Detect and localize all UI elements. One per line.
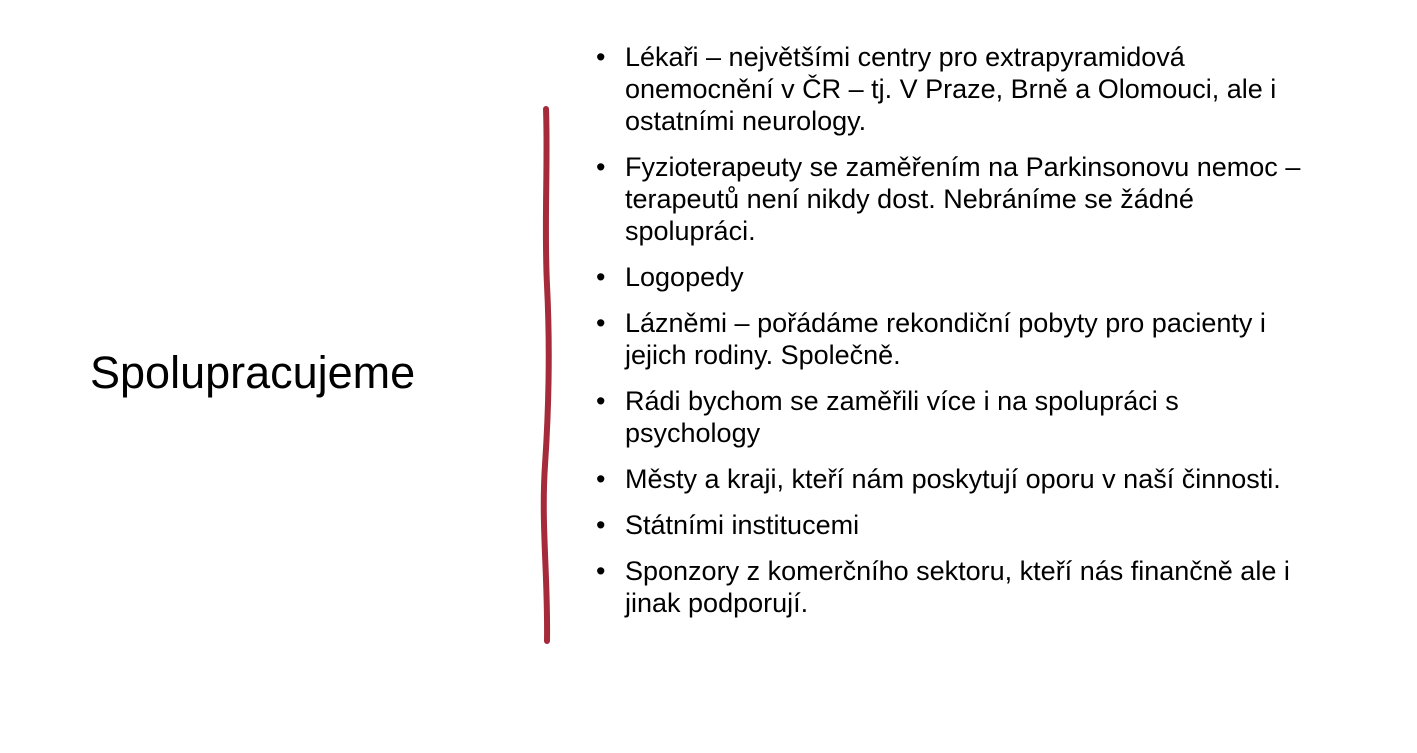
bullet-dot: • — [596, 464, 606, 494]
list-item — [596, 555, 1316, 619]
bullet-dot: • — [596, 42, 606, 72]
bullet-dot: • — [596, 386, 606, 416]
list-item — [596, 463, 1316, 495]
list-item — [596, 509, 1316, 541]
slide-title: Spolupracujeme — [90, 347, 416, 398]
list-item — [596, 151, 1316, 247]
list-item-text: Rádi bychom se zaměřili více i na spolupráci s psychology — [625, 386, 1179, 448]
bullet-list — [596, 41, 1316, 633]
vertical-divider-line — [536, 105, 558, 645]
list-item-text: Sponzory z komerčního sektoru, kteří nás finančně ale i jinak podporují. — [625, 556, 1290, 618]
list-item — [596, 41, 1316, 137]
list-item-text: Fyzioterapeuty se zaměřením na Parkinsonovu nemoc – terapeutů není nikdy dost. Nebráníme se žádné spolupráci. — [625, 152, 1301, 246]
bullet-dot: • — [596, 510, 606, 540]
list-item-text: Státními institucemi — [625, 510, 860, 540]
bullet-dot: • — [596, 152, 606, 182]
list-item — [596, 307, 1316, 371]
list-item-text: Logopedy — [625, 262, 744, 292]
list-item-text: Městy a kraji, kteří nám poskytují oporu v naší činnosti. — [625, 464, 1281, 494]
list-item — [596, 385, 1316, 449]
bullet-dot: • — [596, 556, 606, 586]
list-item-text: Lázněmi – pořádáme rekondiční pobyty pro pacienty i jejich rodiny. Společně. — [625, 308, 1266, 370]
list-item — [596, 261, 1316, 293]
bullet-dot: • — [596, 308, 606, 338]
list-item-text: Lékaři – největšími centry pro extrapyramidová onemocnění v ČR – tj. V Praze, Brně a Olomouci, ale i ostatními neurology. — [625, 42, 1277, 136]
bullet-dot: • — [596, 262, 606, 292]
divider-stroke — [544, 109, 549, 641]
